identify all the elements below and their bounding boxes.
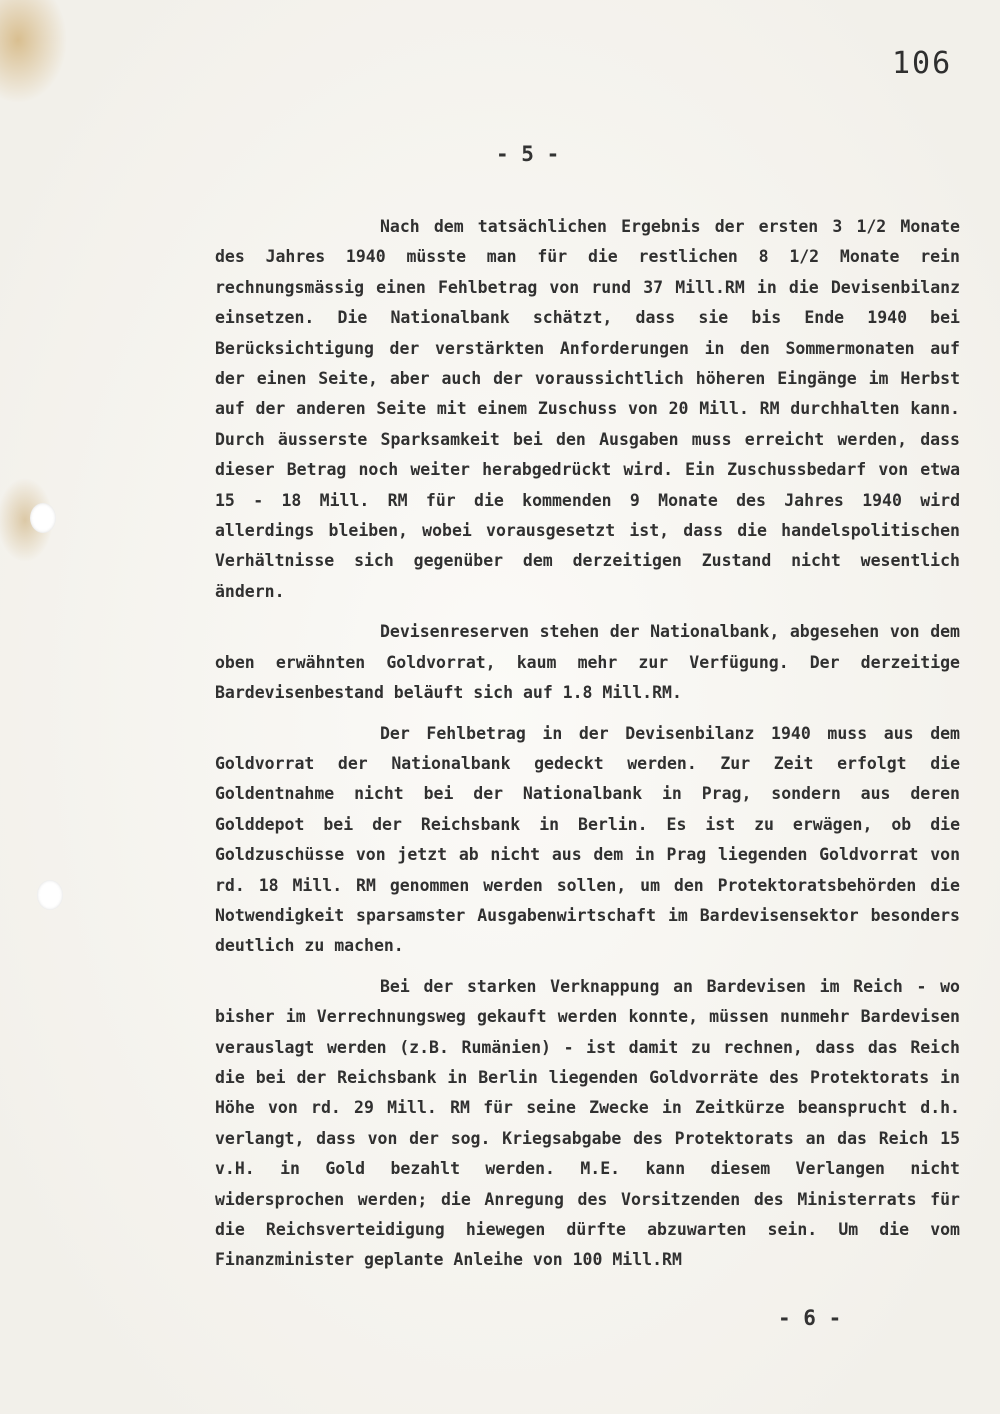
paragraph-4: Bei der starken Verknappung an Bardevisen im Reich - wo bisher im Verrechnungsweg gekauft werden konnte, müssen nunmehr Bardevisen verauslagt werden (z.B. Rumänien) - ist damit zu rechnen, dass das Reich die bei der Reichsbank in Berlin liegenden Goldvorräte des Protektorats in Höhe von rd. 29 Mill. RM für seine Zwecke in Zeitkürze beansprucht d.h. verlangt, dass von der sog. Kriegsabgabe des Protektorats an das Reich 15 v.H. in Gold bezahlt werden. M.E. kann diesem Verlangen nicht widersprochen werden; die Anregung des Vorsitzenden des Ministerrats für die Reichsverteidigung hiewegen dürfte abzuwarten sein. Um die vom Finanzminister geplante Anleihe von 100 Mill.RM xyxy=(215,976,960,1270)
next-page-marker: - 6 - xyxy=(778,1306,842,1330)
paragraph-2: Devisenreserven stehen der Nationalbank, abgesehen von dem oben erwähnten Goldvorrat, kaum mehr zur Verfügung. Der derzeitige Bardevisenbestand beläuft sich auf 1.8 Mill.RM. xyxy=(215,622,960,703)
paragraph-1: Nach dem tatsächlichen Ergebnis der ersten 3 1/2 Monate des Jahres 1940 müsste man für die restlichen 8 1/2 Monate rein rechnungsmässig einen Fehlbetrag von rund 37 Mill.RM in die Devisenbilanz einsetzen. Die Nationalbank schätzt, dass sie bis Ende 1940 bei Berücksichtigung der verstärkten Anforderungen in den Sommermonaten auf der einen Seite, aber auch der voraussichtlich höheren Eingänge im Herbst auf der anderen Seite mit einem Zuschuss von 20 Mill. RM durchhalten kann. Durch äusserste Sparksamkeit bei den Ausgaben muss erreicht werden, dass dieser Betrag noch weiter herabgedrückt wird. Ein Zuschussbedarf von etwa 15 - 18 Mill. RM für die kommenden 9 Monate des Jahres 1940 wird allerdings bleiben, wobei vorausgesetzt ist, dass die handelspolitischen Verhältnisse sich gegenüber dem derzeitigen Zustand nicht wesentlich ändern. xyxy=(215,217,960,601)
page-stamp-number: 106 xyxy=(892,46,953,81)
page-marker: - 5 - xyxy=(496,142,560,166)
paragraph-3: Der Fehlbetrag in der Devisenbilanz 1940 muss aus dem Goldvorrat der Nationalbank gedeckt werden. Zur Zeit erfolgt die Goldentnahme nicht bei der Nationalbank in Prag, sondern aus deren Golddepot bei der Reichsbank in Berlin. Es ist zu erwägen, ob die Goldzuschüsse von jetzt ab nicht aus dem in Prag liegenden Goldvorrat von rd. 18 Mill. RM genommen werden sollen, um den Protektoratsbehörden die Notwendigkeit sparsamster Ausgabenwirtschaft im Bardevisensektor besonders deutlich zu machen. xyxy=(215,723,960,956)
punch-hole xyxy=(37,880,63,910)
document-body xyxy=(215,212,960,1276)
punch-hole xyxy=(30,503,56,533)
